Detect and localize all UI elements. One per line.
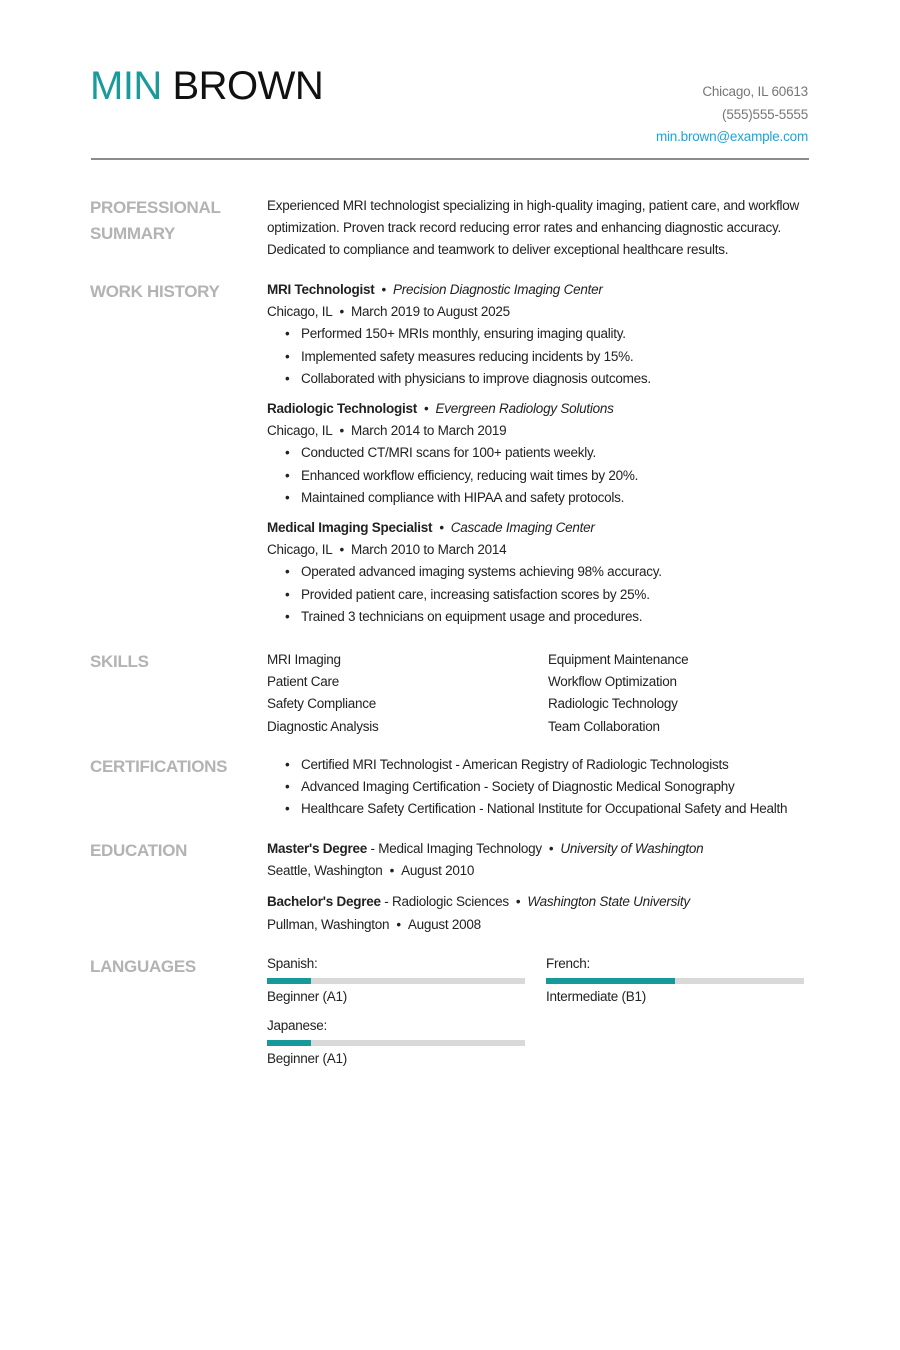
job-dates: March 2010 to March 2014	[351, 542, 507, 558]
skill-item: Team Collaboration	[548, 718, 660, 734]
email-link[interactable]: min.brown@example.com	[655, 129, 808, 144]
contact-info	[656, 81, 808, 149]
proficiency-bar	[546, 978, 804, 984]
header-divider	[91, 158, 809, 160]
job-entry	[267, 279, 812, 390]
degree: Bachelor's Degree	[267, 894, 381, 910]
proficiency-fill	[546, 978, 675, 984]
language-item	[267, 1016, 525, 1070]
company-name: Cascade Imaging Center	[450, 520, 595, 536]
graduation-date: August 2008	[407, 916, 481, 932]
section-label-education: EDUCATION	[90, 841, 188, 860]
school-name: University of Washington	[560, 841, 704, 856]
separator-dot: •	[339, 542, 345, 558]
skill-item: Radiologic Technology	[548, 696, 678, 712]
separator-dot: •	[396, 916, 401, 932]
job-location: Chicago, IL	[267, 304, 333, 320]
skill-item: MRI Imaging	[267, 652, 341, 667]
first-name: MIN	[90, 64, 162, 108]
proficiency-bar	[267, 1040, 525, 1046]
job-title: Medical Imaging Specialist	[267, 520, 433, 536]
summary-text: Experienced MRI technologist specializing in high-quality imaging, patient care, and workflow optimization. Proven track record reducing error rates and enhancing diagnostic accuracy. Dedicated to compliance and teamwork to deliver exceptional healthcare results.	[267, 198, 800, 258]
job-bullet: • Implemented safety measures reducing incidents by 15%.	[285, 346, 812, 368]
separator-dot: •	[389, 863, 395, 879]
degree: Master's Degree	[267, 841, 368, 856]
separator-dot: •	[339, 304, 345, 320]
separator-dot: •	[439, 520, 444, 536]
job-location: Chicago, IL	[267, 542, 333, 558]
proficiency-fill	[267, 978, 311, 984]
job-bullet: • Maintained compliance with HIPAA and safety protocols.	[285, 487, 812, 509]
separator-dot: •	[339, 423, 345, 439]
proficiency-fill	[267, 1040, 311, 1046]
section-label-certifications: CERTIFICATIONS	[90, 757, 228, 776]
job-entry	[267, 398, 812, 509]
job-dates: March 2014 to March 2019	[351, 423, 507, 439]
skill-item: Safety Compliance	[267, 696, 377, 712]
school-location: Seattle, Washington	[267, 863, 383, 879]
school-location: Pullman, Washington	[267, 916, 390, 932]
job-bullet: • Provided patient care, increasing satisfaction scores by 25%.	[285, 584, 812, 606]
skill-item: Workflow Optimization	[548, 674, 677, 690]
language-item	[267, 954, 525, 1008]
company-name: Precision Diagnostic Imaging Center	[392, 282, 603, 297]
separator-dot: •	[424, 401, 429, 417]
field-of-study: - Medical Imaging Technology	[367, 841, 542, 856]
separator-dot: •	[548, 841, 554, 856]
certification-item: • Advanced Imaging Certification - Society of Diagnostic Medical Sonography	[285, 776, 812, 798]
skills-list	[267, 649, 812, 738]
company-name: Evergreen Radiology Solutions	[435, 401, 614, 417]
job-bullet: • Trained 3 technicians on equipment usage and procedures.	[285, 606, 812, 628]
skill-item: Patient Care	[267, 674, 340, 690]
school-name: Washington State University	[527, 894, 690, 910]
certification-item: • Healthcare Safety Certification - National Institute for Occupational Safety and Health	[285, 798, 812, 820]
field-of-study: - Radiologic Sciences	[380, 894, 509, 910]
job-title: Radiologic Technologist	[267, 401, 418, 417]
phone: (555)555-5555	[722, 106, 808, 122]
last-name: BROWN	[172, 64, 324, 108]
skill-item: Equipment Maintenance	[548, 652, 689, 667]
job-bullet: • Conducted CT/MRI scans for 100+ patients weekly.	[285, 442, 812, 464]
language-level: Beginner (A1)	[267, 989, 348, 1004]
job-bullets	[267, 323, 812, 390]
section-label-work-history: WORK HISTORY	[90, 282, 220, 301]
job-bullets	[267, 561, 812, 628]
language-level: Intermediate (B1)	[546, 989, 647, 1004]
graduation-date: August 2010	[401, 863, 475, 879]
education-entry	[267, 838, 812, 882]
job-bullet: • Performed 150+ MRIs monthly, ensuring imaging quality.	[285, 323, 812, 345]
proficiency-bar	[267, 978, 525, 984]
certifications-list	[267, 754, 812, 821]
section-label-skills: SKILLS	[90, 652, 149, 671]
language-name: Japanese:	[267, 1018, 328, 1033]
job-title: MRI Technologist	[267, 282, 375, 297]
education-entry	[267, 891, 812, 935]
language-name: Spanish:	[267, 956, 318, 971]
job-location: Chicago, IL	[267, 423, 333, 439]
job-bullet: • Operated advanced imaging systems achieving 98% accuracy.	[285, 561, 812, 583]
language-item	[546, 954, 804, 1008]
address: Chicago, IL 60613	[702, 84, 808, 99]
skill-item: Diagnostic Analysis	[267, 718, 379, 734]
separator-dot: •	[381, 282, 386, 297]
section-label-languages: LANGUAGES	[90, 957, 196, 976]
section-label-summary: PROFESSIONAL SUMMARY	[90, 198, 221, 243]
job-bullet: • Collaborated with physicians to improve diagnosis outcomes.	[285, 368, 812, 390]
language-level: Beginner (A1)	[267, 1051, 348, 1066]
language-name: French:	[546, 956, 591, 971]
job-bullet: • Enhanced workflow efficiency, reducing wait times by 20%.	[285, 465, 812, 487]
candidate-name	[90, 62, 323, 110]
job-bullets	[267, 442, 812, 509]
job-dates: March 2019 to August 2025	[351, 304, 510, 320]
job-entry	[267, 517, 812, 628]
languages-list	[267, 954, 812, 1070]
separator-dot: •	[515, 894, 521, 910]
certification-item: • Certified MRI Technologist - American Registry of Radiologic Technologists	[285, 754, 812, 776]
